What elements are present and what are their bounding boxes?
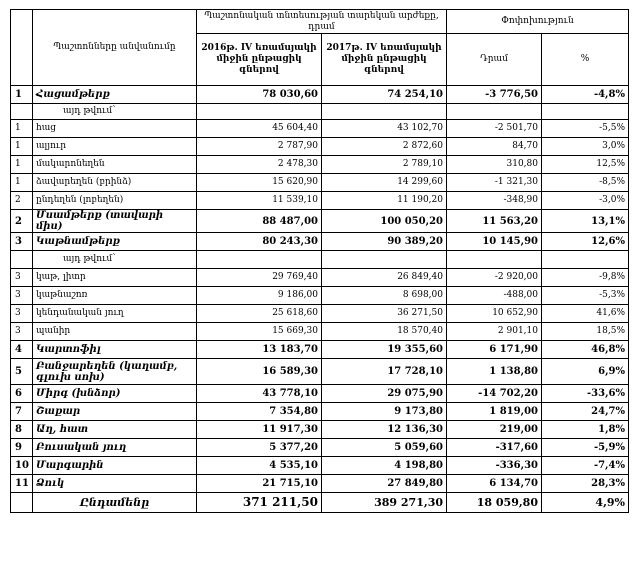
row-name: կենդանական յուղ [33, 305, 197, 323]
table-row [11, 269, 629, 287]
row-value-2016: 88 487,00 [197, 210, 322, 233]
row-change-dram: -3 776,50 [447, 86, 542, 104]
row-value-2017: 5 059,60 [322, 439, 447, 457]
row-value-2017: 18 570,40 [322, 323, 447, 341]
row-change-pct: 12,5% [542, 156, 629, 174]
table-row [11, 120, 629, 138]
row-change-dram: 1 138,80 [447, 359, 542, 385]
row-change-dram: 2 901,10 [447, 323, 542, 341]
row-name: Մարգարին [33, 457, 197, 475]
row-change-dram: 6 171,90 [447, 341, 542, 359]
row-change-pct: 3,0% [542, 138, 629, 156]
table-row [11, 403, 629, 421]
row-name: կաթնաշոռ [33, 287, 197, 305]
row-name: Աղ, հատ [33, 421, 197, 439]
row-value-2017: 14 299,60 [322, 174, 447, 192]
total-name: Ընդամենը [33, 493, 197, 513]
row-index: 2 [11, 210, 33, 233]
row-name: Մսամթերք (տավարի միս) [33, 210, 197, 233]
row-index: 1 [11, 120, 33, 138]
table-row [11, 287, 629, 305]
row-value-2017: 17 728,10 [322, 359, 447, 385]
row-name: Շաքար [33, 403, 197, 421]
row-name: Հացամթերք [33, 86, 197, 104]
row-change-dram: 11 563,20 [447, 210, 542, 233]
row-value-2016: 13 183,70 [197, 341, 322, 359]
header-index-cell [11, 10, 33, 86]
row-value-2017 [322, 104, 447, 120]
row-change-dram: 84,70 [447, 138, 542, 156]
row-change-pct: -3,0% [542, 192, 629, 210]
row-value-2016: 78 030,60 [197, 86, 322, 104]
header-2017-text: 2017թ. IV եռամսյակի միջին ընթացիկ գներով [326, 43, 442, 75]
row-index: 1 [11, 86, 33, 104]
row-change-pct: 24,7% [542, 403, 629, 421]
row-change-pct: -8,5% [542, 174, 629, 192]
row-name: Բանջարեղեն (կաղամբ, գլուխ սոխ) [33, 359, 197, 385]
row-value-2016: 16 589,30 [197, 359, 322, 385]
row-change-pct: -4,8% [542, 86, 629, 104]
table-row [11, 156, 629, 174]
table-row [11, 251, 629, 269]
row-index: 8 [11, 421, 33, 439]
row-index: 11 [11, 475, 33, 493]
row-change-pct: -5,5% [542, 120, 629, 138]
row-value-2016: 4 535,10 [197, 457, 322, 475]
table-row [11, 174, 629, 192]
row-value-2017: 26 849,40 [322, 269, 447, 287]
total-change-pct: 4,9% [542, 493, 629, 513]
row-change-pct: -9,8% [542, 269, 629, 287]
row-index [11, 104, 33, 120]
header-change-group: Փոփոխություն [447, 10, 629, 34]
row-value-2017: 12 136,30 [322, 421, 447, 439]
row-value-2016: 11 539,10 [197, 192, 322, 210]
row-value-2016: 25 618,60 [197, 305, 322, 323]
table-row [11, 192, 629, 210]
row-name: Բուսական յուղ [33, 439, 197, 457]
header-2017 [322, 34, 447, 86]
row-index: 3 [11, 287, 33, 305]
row-name: ձավարեղեն (բրինձ) [33, 174, 197, 192]
table-row [11, 323, 629, 341]
row-value-2017 [322, 251, 447, 269]
header-pct: % [542, 34, 629, 86]
row-change-dram: -1 321,30 [447, 174, 542, 192]
row-change-pct: 18,5% [542, 323, 629, 341]
row-value-2016: 43 778,10 [197, 385, 322, 403]
row-change-pct: -33,6% [542, 385, 629, 403]
header-2016 [197, 34, 322, 86]
row-index: 3 [11, 233, 33, 251]
row-change-pct: 6,9% [542, 359, 629, 385]
row-name: Կաթնամթերք [33, 233, 197, 251]
row-change-pct [542, 104, 629, 120]
row-value-2017: 100 050,20 [322, 210, 447, 233]
row-change-dram [447, 251, 542, 269]
table-row [11, 210, 629, 233]
row-change-dram: 6 134,70 [447, 475, 542, 493]
row-value-2016: 21 715,10 [197, 475, 322, 493]
row-value-2017: 19 355,60 [322, 341, 447, 359]
row-change-dram: -2 501,70 [447, 120, 542, 138]
table-row [11, 439, 629, 457]
total-value-2016: 371 211,50 [197, 493, 322, 513]
row-index: 10 [11, 457, 33, 475]
row-value-2016: 45 604,40 [197, 120, 322, 138]
row-value-2017: 74 254,10 [322, 86, 447, 104]
table-body [11, 86, 629, 513]
row-change-pct: 1,8% [542, 421, 629, 439]
row-index: 3 [11, 305, 33, 323]
row-change-dram: 10 652,90 [447, 305, 542, 323]
row-value-2016: 5 377,20 [197, 439, 322, 457]
row-value-2016: 2 478,30 [197, 156, 322, 174]
total-index [11, 493, 33, 513]
row-change-pct: 12,6% [542, 233, 629, 251]
row-name: հաց [33, 120, 197, 138]
table-row [11, 359, 629, 385]
row-value-2016: 15 669,30 [197, 323, 322, 341]
row-value-2017: 36 271,50 [322, 305, 447, 323]
row-name: այդ թվում՝ [33, 251, 197, 269]
table-row [11, 421, 629, 439]
table-row [11, 138, 629, 156]
row-index: 3 [11, 269, 33, 287]
header-value-group: Պաշտոնական տնտեսության տարեկան արժեքը, դրամ [197, 10, 447, 34]
table-row [11, 104, 629, 120]
total-value-2017: 389 271,30 [322, 493, 447, 513]
row-name: ալյուր [33, 138, 197, 156]
table-row [11, 86, 629, 104]
header-dram: Դրամ [447, 34, 542, 86]
total-row [11, 493, 629, 513]
row-name: այդ թվում՝ [33, 104, 197, 120]
row-value-2016: 11 917,30 [197, 421, 322, 439]
row-index: 1 [11, 138, 33, 156]
row-value-2017: 90 389,20 [322, 233, 447, 251]
row-value-2017: 43 102,70 [322, 120, 447, 138]
row-value-2016: 29 769,40 [197, 269, 322, 287]
row-change-dram: -14 702,20 [447, 385, 542, 403]
row-value-2016: 2 787,90 [197, 138, 322, 156]
row-change-pct: 28,3% [542, 475, 629, 493]
row-change-dram: -317,60 [447, 439, 542, 457]
row-index: 5 [11, 359, 33, 385]
row-change-pct: -5,9% [542, 439, 629, 457]
row-change-dram: 1 819,00 [447, 403, 542, 421]
header-name: Պաշտոնները անվանումը [33, 10, 197, 86]
row-change-dram: -2 920,00 [447, 269, 542, 287]
row-change-pct: -5,3% [542, 287, 629, 305]
row-value-2017: 4 198,80 [322, 457, 447, 475]
row-change-pct: 13,1% [542, 210, 629, 233]
row-value-2016: 7 354,80 [197, 403, 322, 421]
price-comparison-table [10, 9, 629, 513]
row-index: 3 [11, 323, 33, 341]
row-name: Միրգ (խնձոր) [33, 385, 197, 403]
table-row [11, 457, 629, 475]
row-change-dram: -336,30 [447, 457, 542, 475]
row-change-dram: 219,00 [447, 421, 542, 439]
row-value-2016: 80 243,30 [197, 233, 322, 251]
row-name: կաթ, լիտր [33, 269, 197, 287]
row-name: մակարոնեղեն [33, 156, 197, 174]
row-name: ընդեղեն (լոբեղեն) [33, 192, 197, 210]
row-value-2016 [197, 251, 322, 269]
table-row [11, 305, 629, 323]
price-table-container [10, 9, 629, 513]
row-value-2017: 2 872,60 [322, 138, 447, 156]
table-row [11, 341, 629, 359]
row-index: 1 [11, 174, 33, 192]
row-index: 9 [11, 439, 33, 457]
row-value-2017: 9 173,80 [322, 403, 447, 421]
row-value-2016 [197, 104, 322, 120]
row-value-2016: 15 620,90 [197, 174, 322, 192]
row-index: 2 [11, 192, 33, 210]
row-change-pct: 46,8% [542, 341, 629, 359]
row-value-2017: 11 190,20 [322, 192, 447, 210]
row-change-dram: -488,00 [447, 287, 542, 305]
row-change-dram [447, 104, 542, 120]
row-name: Ձուկ [33, 475, 197, 493]
row-change-dram: 310,80 [447, 156, 542, 174]
row-name: պանիր [33, 323, 197, 341]
row-value-2016: 9 186,00 [197, 287, 322, 305]
row-index: 7 [11, 403, 33, 421]
table-row [11, 233, 629, 251]
row-change-pct: 41,6% [542, 305, 629, 323]
row-value-2017: 2 789,10 [322, 156, 447, 174]
row-index: 1 [11, 156, 33, 174]
row-value-2017: 8 698,00 [322, 287, 447, 305]
row-change-dram: 10 145,90 [447, 233, 542, 251]
total-change-dram: 18 059,80 [447, 493, 542, 513]
row-index [11, 251, 33, 269]
header-2016-text: 2016թ. IV եռամսյակի միջին ընթացիկ գներով [201, 43, 317, 75]
row-change-dram: -348,90 [447, 192, 542, 210]
table-row [11, 475, 629, 493]
row-value-2017: 27 849,80 [322, 475, 447, 493]
table-row [11, 385, 629, 403]
row-change-pct [542, 251, 629, 269]
row-value-2017: 29 075,90 [322, 385, 447, 403]
row-name: Կարտոֆիլ [33, 341, 197, 359]
row-change-pct: -7,4% [542, 457, 629, 475]
row-index: 6 [11, 385, 33, 403]
row-index: 4 [11, 341, 33, 359]
